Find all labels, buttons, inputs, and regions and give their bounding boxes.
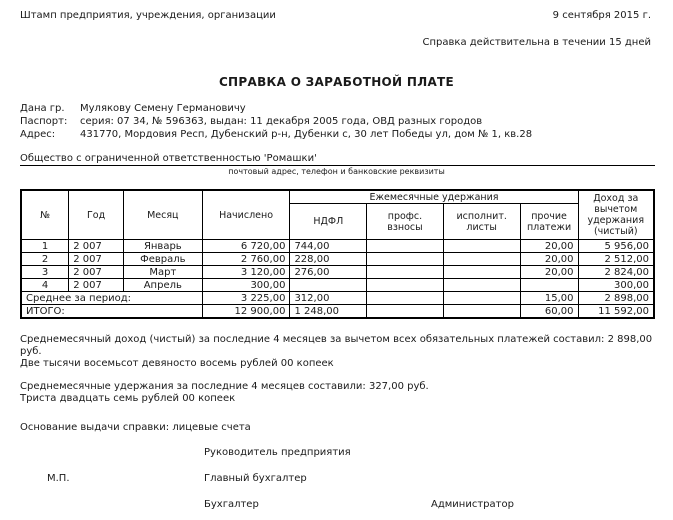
total-other: 60,00: [520, 305, 578, 319]
total-union: [367, 305, 444, 319]
document-date: 9 сентября 2015 г.: [552, 10, 651, 21]
average-net: 2 898,00: [578, 292, 654, 305]
total-label: ИТОГО:: [21, 305, 202, 319]
table-row: [21, 266, 654, 279]
cell-num: 3: [21, 266, 69, 279]
stamp-label: Штамп предприятия, учреждения, организации: [20, 10, 276, 21]
col-header-ndfl: НДФЛ: [290, 204, 367, 240]
cell-year: 2 007: [69, 279, 124, 292]
table-row: [21, 240, 654, 253]
cell-net: 300,00: [578, 279, 654, 292]
cell-net: 2 512,00: [578, 253, 654, 266]
cell-month: Апрель: [123, 279, 202, 292]
average-label: Среднее за период:: [21, 292, 202, 305]
validity-note: Справка действительна в течении 15 дней: [422, 37, 651, 48]
cell-union: [367, 266, 444, 279]
cell-other: [520, 279, 578, 292]
col-header-union: профс. взносы: [367, 204, 444, 240]
cell-union: [367, 240, 444, 253]
col-header-net: Доход за вычетом удержания (чистый): [578, 190, 654, 240]
table-row: [21, 279, 654, 292]
passport-details: серия: 07 34, № 596363, выдан: 11 декабря 2005 года, ОВД разных городов: [80, 116, 483, 127]
cell-ndfl: 228,00: [290, 253, 367, 266]
signature-admin: Администратор: [431, 499, 514, 510]
deductions-line: Среднемесячные удержания за последние 4 месяцев составили: 327,00 руб.: [20, 381, 429, 392]
recipient-name: Мулякову Семену Германовичу: [80, 103, 246, 114]
cell-other: 20,00: [520, 240, 578, 253]
cell-writs: [443, 279, 520, 292]
cell-month: Март: [123, 266, 202, 279]
cell-num: 4: [21, 279, 69, 292]
address-label: Адрес:: [20, 129, 56, 140]
average-row: [21, 292, 654, 305]
total-accrued: 12 900,00: [202, 305, 290, 319]
cell-accrued: 2 760,00: [202, 253, 290, 266]
deductions-words: Триста двадцать семь рублей 00 копеек: [20, 393, 236, 404]
seal-label: М.П.: [47, 473, 70, 484]
signature-chief-accountant: Главный бухгалтер: [204, 473, 307, 484]
col-header-accrued: Начислено: [202, 190, 290, 240]
cell-net: 2 824,00: [578, 266, 654, 279]
cell-other: 20,00: [520, 266, 578, 279]
cell-ndfl: [290, 279, 367, 292]
cell-writs: [443, 253, 520, 266]
cell-year: 2 007: [69, 266, 124, 279]
col-header-other: прочие платежи: [520, 204, 578, 240]
col-header-writs: исполнит. листы: [443, 204, 520, 240]
cell-accrued: 3 120,00: [202, 266, 290, 279]
organization-caption: почтовый адрес, телефон и банковские реквизиты: [228, 167, 445, 176]
col-header-month: Месяц: [123, 190, 202, 240]
income-line-cont: руб.: [20, 346, 42, 357]
given-label: Дана гр.: [20, 103, 65, 114]
total-row: [21, 305, 654, 319]
cell-union: [367, 253, 444, 266]
income-words: Две тысячи восемьсот девяносто восемь рублей 00 копеек: [20, 358, 334, 369]
total-ndfl: 1 248,00: [290, 305, 367, 319]
document-title: СПРАВКА О ЗАРАБОТНОЙ ПЛАТЕ: [218, 75, 455, 89]
average-writs: [443, 292, 520, 305]
average-union: [367, 292, 444, 305]
cell-writs: [443, 266, 520, 279]
total-writs: [443, 305, 520, 319]
average-accrued: 3 225,00: [202, 292, 290, 305]
average-ndfl: 312,00: [290, 292, 367, 305]
passport-label: Паспорт:: [20, 116, 68, 127]
cell-net: 5 956,00: [578, 240, 654, 253]
cell-other: 20,00: [520, 253, 578, 266]
address-details: 431770, Мордовия Респ, Дубенский р-н, Дубенки с, 30 лет Победы ул, дом № 1, кв.28: [80, 129, 533, 140]
income-paragraph: [20, 334, 652, 370]
deductions-paragraph: [20, 381, 429, 405]
average-other: 15,00: [520, 292, 578, 305]
cell-num: 2: [21, 253, 69, 266]
cell-num: 1: [21, 240, 69, 253]
cell-month: Январь: [123, 240, 202, 253]
basis-line: Основание выдачи справки: лицевые счета: [20, 422, 251, 433]
col-header-num: №: [21, 190, 69, 240]
income-line: Среднемесячный доход (чистый) за последние 4 месяцев за вычетом всех обязательных платежей составил: 2 898,00: [20, 334, 653, 345]
col-header-year: Год: [69, 190, 124, 240]
organization-name: Общество с ограниченной ответственностью 'Ромашки': [20, 153, 655, 166]
salary-table: [20, 189, 655, 319]
cell-accrued: 300,00: [202, 279, 290, 292]
cell-accrued: 6 720,00: [202, 240, 290, 253]
cell-month: Февраль: [123, 253, 202, 266]
col-header-deductions: Ежемесячные удержания: [290, 190, 578, 204]
cell-year: 2 007: [69, 253, 124, 266]
signature-accountant: Бухгалтер: [204, 499, 259, 510]
cell-ndfl: 276,00: [290, 266, 367, 279]
cell-writs: [443, 240, 520, 253]
total-net: 11 592,00: [578, 305, 654, 319]
signature-head: Руководитель предприятия: [204, 447, 351, 458]
cell-year: 2 007: [69, 240, 124, 253]
cell-union: [367, 279, 444, 292]
table-row: [21, 253, 654, 266]
cell-ndfl: 744,00: [290, 240, 367, 253]
